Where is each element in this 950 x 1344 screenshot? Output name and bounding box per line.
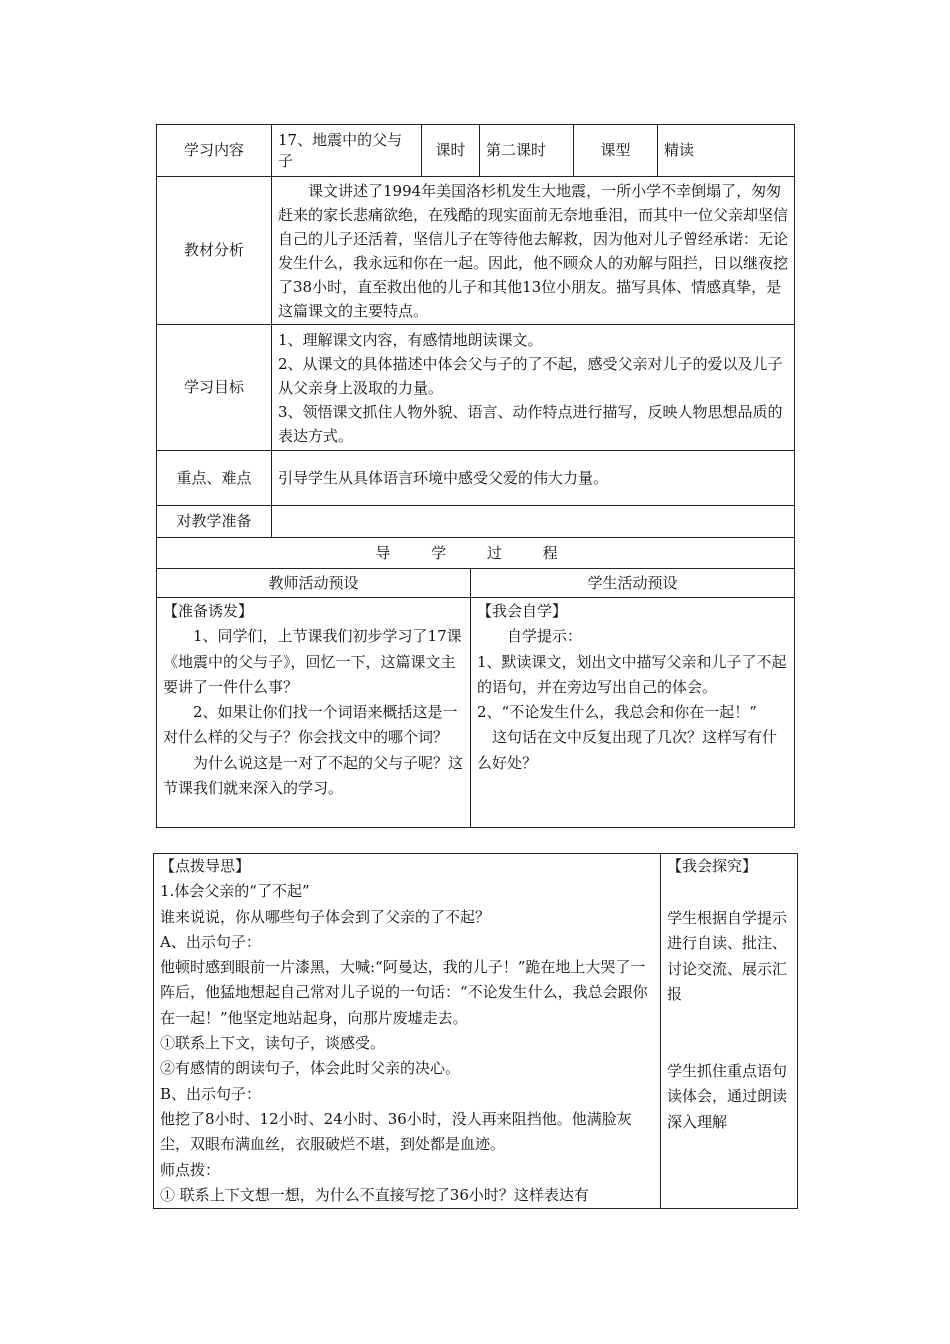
- goal-item: 1、理解课文内容，有感情地朗读课文。: [278, 330, 543, 349]
- teacher-paragraph: 1、同学们，上节课我们初步学习了17课《地震中的父与子》，回忆一下，这篇课文主要讲了一件什么事？: [163, 627, 462, 696]
- explore-note: 学生抓住重点语句读体会，通过朗读深入理解: [667, 1061, 788, 1131]
- section-heading: 【准备诱发】: [163, 602, 254, 620]
- student-header: 学生活动预设: [471, 569, 795, 598]
- goals-label: 学习目标: [157, 325, 272, 451]
- type-label: 课型: [574, 125, 658, 177]
- guidance-table: [153, 853, 798, 1209]
- teacher-header: 教师活动预设: [157, 569, 471, 598]
- section-heading: 【我会探究】: [667, 857, 758, 875]
- analysis-text: 课文讲述了1994年美国洛杉机发生大地震，一所小学不幸倒塌了，匆匆赶来的家长悲痛欲绝，在残酷的现实面前无奈地垂泪，而其中一位父亲却坚信自己的儿子还活着，坚信儿子在等待他去解救，因为他对儿子曾经承诺：无论发生什么，我永远和你在一起。因此，他不顾众人的劝解与阻拦，日以继夜挖了38小时，直至救出他的儿子和其他13位小朋友。描写具体、情感真挚，是这篇课文的主要特点。: [272, 177, 795, 325]
- self-study-item: 这句话在文中反复出现了几次？这样写有什么好处？: [477, 728, 778, 772]
- teacher-paragraph: 为什么说这是一对了不起的父与子呢？这节课我们就来深入的学习。: [163, 753, 464, 798]
- process-title: 导 学 过 程: [157, 538, 795, 569]
- prep-text: [272, 506, 795, 538]
- section-heading: 【我会自学】: [477, 602, 568, 620]
- guide-line: 他顿时感到眼前一片漆黑，大喊:“阿曼达，我的儿子！”跪在地上大哭了一阵后，他猛地想起自己常对儿子说的一句话：“不论发生什么，我总会跟你在一起！”他坚定地站起身，向那片废墟走去。: [160, 958, 648, 1027]
- goal-item: 3、领悟课文抓住人物外貌、语言、动作特点进行描写，反映人物思想品质的表达方式。: [278, 402, 783, 445]
- self-study-hint: 自学提示：: [507, 627, 583, 646]
- teacher-paragraph: 2、如果让你们找一个词语来概括这是一对什么样的父与子？你会找文中的哪个词？: [163, 703, 458, 747]
- guide-line: A、出示句子：: [160, 932, 261, 951]
- content-value: 17、地震中的父与子: [272, 125, 422, 177]
- self-study-item: 1、默读课文，划出文中描写父亲和儿子了不起的语句，并在旁边写出自己的体会。: [477, 652, 787, 696]
- guide-line: ②有感情的朗读句子，体会此时父亲的决心。: [160, 1059, 461, 1078]
- type-value: 精读: [658, 125, 795, 177]
- process-table: [156, 537, 795, 828]
- section-heading: 【点拨导思】: [160, 857, 251, 875]
- goal-item: 2、从课文的具体描述中体会父与子的了不起，感受父亲对儿子的爱以及儿子从父亲身上汲取的力量。: [278, 354, 783, 397]
- self-study-item: 2、“不论发生什么，我总会和你在一起！”: [477, 703, 757, 722]
- teacher-section-prep: [157, 598, 471, 828]
- guide-line: 师点拨：: [160, 1160, 221, 1179]
- content-label: 学习内容: [157, 125, 272, 177]
- guide-line: 他挖了8小时、12小时、24小时、36小时，没人再来阻挡他。他满脸灰尘，双眼布满血丝，衣服破烂不堪，到处都是血迹。: [160, 1109, 632, 1154]
- guide-line: ① 联系上下文想一想，为什么不直接写挖了36小时？这样表达有: [160, 1185, 589, 1204]
- key-points-label: 重点、难点: [157, 451, 272, 506]
- explore-note: 学生根据自学提示进行自读、批注、讨论交流、展示汇报: [667, 908, 788, 1003]
- teacher-section-guide: [154, 854, 661, 1209]
- guide-line: 1.体会父亲的“了不起”: [160, 882, 310, 901]
- goals-list: [272, 325, 795, 451]
- student-section-explore: [661, 854, 798, 1209]
- key-points-text: 引导学生从具体语言环境中感受父爱的伟大力量。: [272, 451, 795, 506]
- guide-line: B、出示句子：: [160, 1084, 262, 1103]
- student-section-self-study: [471, 598, 795, 828]
- period-value: 第二课时: [480, 125, 574, 177]
- prep-label: 对教学准备: [157, 506, 272, 538]
- guide-line: 谁来说说，你从哪些句子体会到了父亲的了不起？: [160, 907, 491, 926]
- analysis-label: 教材分析: [157, 177, 272, 325]
- guide-line: ①联系上下文，读句子，谈感受。: [160, 1034, 386, 1053]
- lesson-plan-table: [156, 124, 795, 538]
- period-label: 课时: [422, 125, 480, 177]
